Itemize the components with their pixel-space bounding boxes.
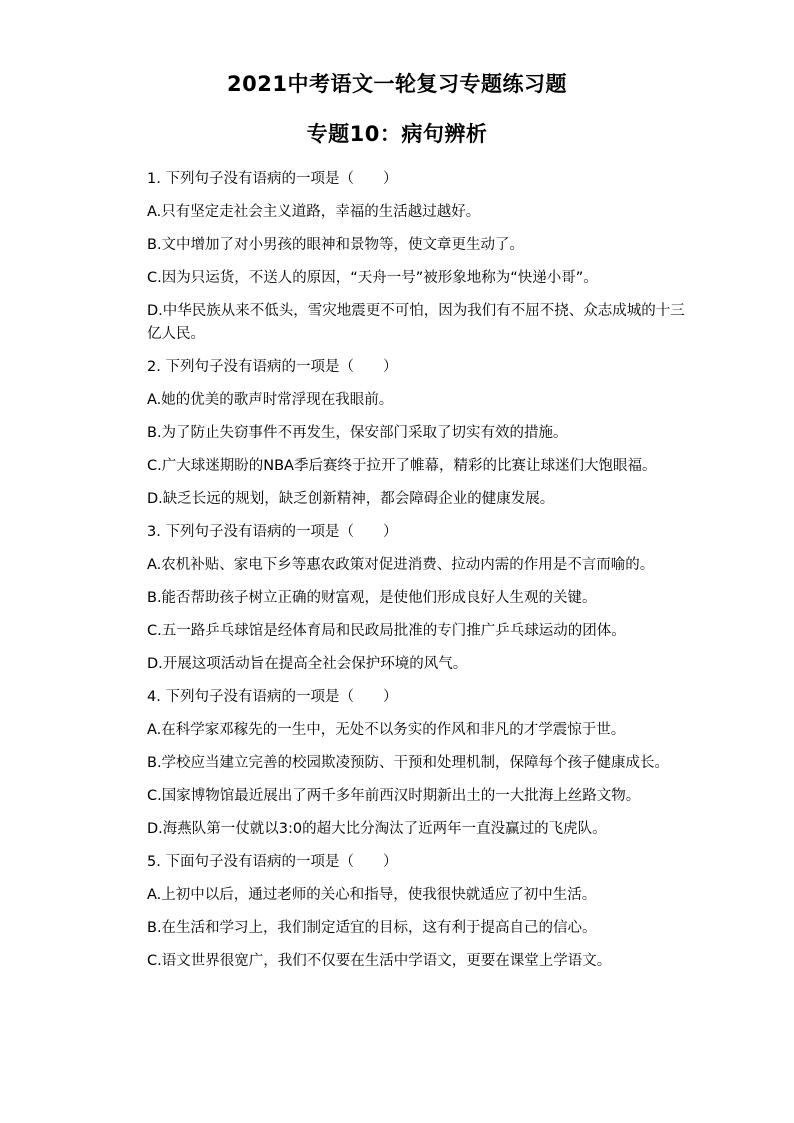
question-option: D.海燕队第一仗就以3:0的超大比分淘汰了近两年一直没赢过的飞虎队。 [147,821,607,837]
question-option: A.她的优美的歌声时常浮现在我眼前。 [147,392,394,408]
question-option: B.为了防止失窃事件不再发生，保安部门采取了切实有效的措施。 [147,425,568,441]
question-option: B.在生活和学习上，我们制定适宜的目标，这有利于提高自己的信心。 [147,920,597,936]
question-option: B.能否帮助孩子树立正确的财富观，是使他们形成良好人生观的关键。 [147,590,597,606]
question-option: C.广大球迷期盼的NBA季后赛终于拉开了帷幕，精彩的比赛让球迷们大饱眼福。 [147,458,657,474]
document-title: 2021中考语文一轮复习专题练习题 [227,72,567,96]
question-option: B.学校应当建立完善的校园欺凌预防、干预和处理机制，保障每个孩子健康成长。 [147,755,670,771]
question-option: B.文中增加了对小男孩的眼神和景物等，使文章更生动了。 [147,237,525,253]
question-option: A.在科学家邓稼先的一生中，无处不以务实的作风和非凡的才学震惊于世。 [147,722,626,738]
question-option: D.缺乏长远的规划，缺乏创新精神，都会障碍企业的健康发展。 [147,491,555,507]
question-option: D.开展这项活动旨在提高全社会保护环境的风气。 [147,656,468,672]
question-option: C.语文世界很宽广，我们不仅要在生活中学语文，更要在课堂上学语文。 [147,953,612,969]
question-stem: 5. 下面句子没有语病的一项是（ ） [147,854,398,870]
question-option: A.只有坚定走社会主义道路，幸福的生活越过越好。 [147,204,481,220]
question-option: A.上初中以后，通过老师的关心和指导，使我很快就适应了初中生活。 [147,887,597,903]
document-subtitle: 专题10：病句辨析 [306,122,488,146]
question-stem: 3. 下列句子没有语病的一项是（ ） [147,524,398,540]
question-stem: 4. 下列句子没有语病的一项是（ ） [147,689,398,705]
question-option: C.因为只运货，不送人的原因，“天舟一号”被形象地称为“快递小哥”。 [147,270,598,286]
question-option: D.中华民族从来不低头，雪灾地震更不可怕，因为我们有不屈不挠、众志成城的十三亿人民。 [147,303,685,342]
question-option: C.国家博物馆最近展出了两千多年前西汉时期新出土的一大批海上丝路文物。 [147,788,641,804]
question-list [147,168,692,983]
question-option: A.农机补贴、家电下乡等惠农政策对促进消费、拉动内需的作用是不言而喻的。 [147,557,655,573]
question-option: C.五一路乒乓球馆是经体育局和民政局批准的专门推广乒乓球运动的团体。 [147,623,626,639]
question-stem: 2. 下列句子没有语病的一项是（ ） [147,359,398,375]
question-stem: 1. 下列句子没有语病的一项是（ ） [147,171,398,187]
